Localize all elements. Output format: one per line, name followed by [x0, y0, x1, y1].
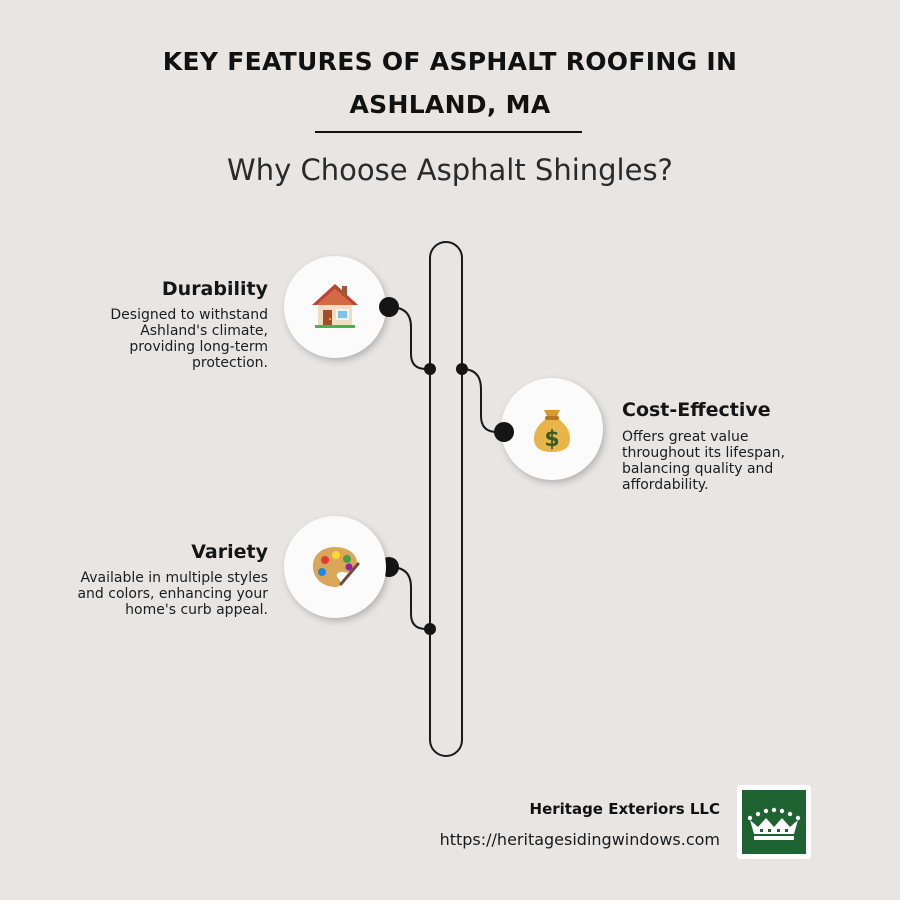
- feature-description-durability: Designed to withstand Ashland's climate, providing long-term protection.: [110, 307, 268, 371]
- feature-title-cost-effective: Cost-Effective: [622, 399, 771, 421]
- crown-icon: [742, 790, 806, 854]
- company-name: Heritage Exteriors LLC: [529, 800, 720, 818]
- feature-description-cost-effective: Offers great value throughout its lifespan, balancing quality and affordability.: [622, 429, 785, 493]
- endpoint-dot-cost-effective: [494, 422, 514, 442]
- variety-icon-circle: [284, 516, 386, 618]
- endpoint-dot-durability: [379, 297, 399, 317]
- subtitle: Why Choose Asphalt Shingles?: [227, 153, 673, 187]
- artist-palette-icon: [308, 540, 362, 594]
- feature-title-durability: Durability: [161, 278, 268, 300]
- svg-text:$: $: [544, 427, 560, 452]
- title-line-1: KEY FEATURES OF ASPHALT ROOFING IN: [162, 47, 738, 76]
- logo-background: [742, 790, 806, 854]
- feature-title-variety: Variety: [191, 541, 268, 563]
- website-url[interactable]: https://heritagesidingwindows.com: [439, 830, 720, 849]
- feature-description-variety: Available in multiple styles and colors, enhancing your home's curb appeal.: [77, 570, 268, 618]
- title-line-2: ASHLAND, MA: [349, 90, 551, 119]
- company-logo: [737, 785, 811, 859]
